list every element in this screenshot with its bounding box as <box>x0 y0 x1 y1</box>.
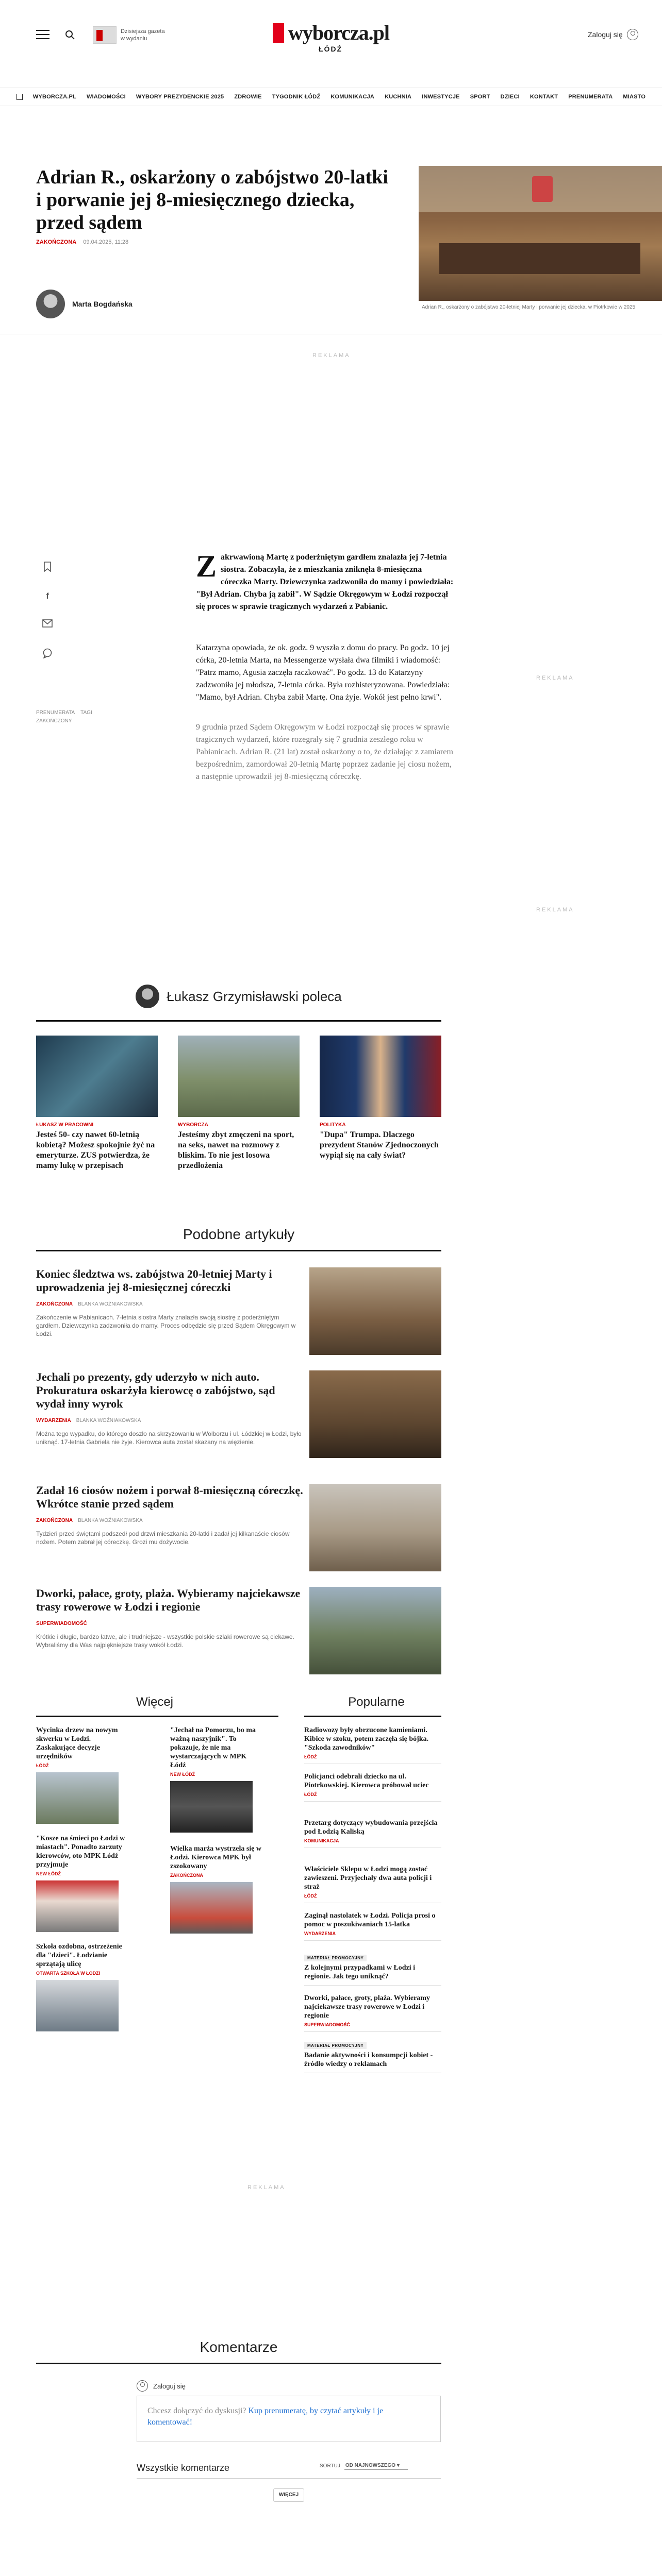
divider <box>304 1716 441 1717</box>
popular-title: Dworki, pałace, groty, plaża. Wybieramy najciekawsze trasy rowerowe w Łodzi i regionie <box>304 1994 430 2020</box>
nav-item[interactable]: PRENUMERATA <box>568 94 613 100</box>
search-icon[interactable] <box>65 30 75 40</box>
similar-title: Jechali po prezenty, gdy uderzyło w nich auto. Prokuratura oskarżyła kierowcę o zabójstwo, sąd wydał inny wyrok <box>36 1370 275 1410</box>
editor-avatar <box>136 985 159 1008</box>
similar-image <box>309 1484 441 1571</box>
card-title: Jesteś 50- czy nawet 60-letnią kobietą? Możesz spokojnie żyć na emeryturze. ZUS potwierdza, że mamy lukę w przepisach <box>36 1130 155 1170</box>
ad-label: REKLAMA <box>247 2184 286 2191</box>
similar-title: Zadał 16 ciosów nożem i porwał 8-miesięczną córeczkę. Wkrótce stanie przed sądem <box>36 1484 303 1510</box>
bookmark-icon[interactable] <box>41 562 54 574</box>
similar-meta: ZAKOŃCZONA BLANKA WOŹNIAKOWSKA <box>36 1518 143 1523</box>
similar-article[interactable] <box>36 1267 441 1338</box>
hamburger-menu-icon[interactable] <box>36 30 49 39</box>
popular-title: Zaginął nastolatek w Łodzi. Policja prosi o pomoc w poszukiwaniach 15-latka <box>304 1912 436 1928</box>
card-image <box>178 1036 300 1117</box>
login-link[interactable] <box>588 29 638 40</box>
popular-section: ŁÓDŹ <box>304 1792 317 1797</box>
popular-title: Policjanci odebrali dziecko na ul. Piotrkowskiej. Kierowca próbował uciec <box>304 1773 429 1789</box>
divider <box>36 1020 441 1022</box>
recommend-title: Łukasz Grzymisławski poleca <box>167 988 342 1004</box>
nav-item[interactable]: MIASTO <box>623 94 646 100</box>
divider <box>137 2478 441 2479</box>
ad-label: REKLAMA <box>536 907 574 913</box>
more-section: ŁÓDŹ <box>36 1763 49 1768</box>
similar-meta: ZAKOŃCZONA BLANKA WOŹNIAKOWSKA <box>36 1301 143 1307</box>
popular-title: Radiowozy były obrzucone kamieniami. Kibice w szoku, potem zaczęła się bójka. "Szkoda zawodników" <box>304 1726 429 1752</box>
similar-image <box>309 1370 441 1458</box>
nav-item[interactable]: KUCHNIA <box>385 94 412 100</box>
article-hero-image[interactable] <box>419 166 662 301</box>
paywall-fade <box>191 788 459 845</box>
share-toolbar <box>41 562 62 677</box>
more-title: "Kosze na śmieci po Łodzi w miastach". Ponadto zarzuty kierowców, oto MPK Łódź przyjmuje <box>36 1835 125 1869</box>
more-article[interactable] <box>170 1844 263 1934</box>
more-article[interactable] <box>36 1834 129 1932</box>
similar-article[interactable] <box>36 1484 441 1546</box>
user-icon <box>627 29 638 40</box>
logo-wordmark: wyborcza.pl <box>288 21 390 44</box>
card-image <box>320 1036 441 1117</box>
popular-title: Z kolejnymi przypadkami w Łodzi i regionie. Jak tego uniknąć? <box>304 1964 416 1980</box>
more-title: Szkoła ozdobna, ostrzeżenie dla "dzieci". Łodzianie sprzątają ulicę <box>36 1943 122 1968</box>
more-section: ZAKOŃCZONA <box>170 1873 203 1878</box>
similar-desc: Tydzień przed świętami podszedł pod drzwi mieszkania 20-latki i zadał jej kilkanaście ciosów nożem. Potem zabrał jej córeczkę. Grozi mu dożywocie. <box>36 1530 290 1546</box>
nav-item[interactable]: ZDROWIE <box>234 94 262 100</box>
popular-section: ŁÓDŹ <box>304 1893 317 1899</box>
logo-city: ŁÓDŹ <box>319 45 343 53</box>
similar-heading: Podobne artykuły <box>183 1226 295 1242</box>
similar-title: Koniec śledztwa ws. zabójstwa 20-letniej Marty i uprowadzenia jej 8-miesięcznej córeczki <box>36 1267 272 1294</box>
ad-label: REKLAMA <box>312 352 351 359</box>
popular-item[interactable] <box>304 1772 441 1802</box>
comment-icon[interactable] <box>41 648 54 660</box>
popular-title: Badanie aktywności i konsumpcji kobiet - źródło wiedzy o reklamach <box>304 2052 433 2068</box>
popular-item[interactable] <box>304 2040 441 2073</box>
divider <box>36 1250 441 1251</box>
similar-desc: Zakończenie w Pabianicach. 7-letnia siostra Marty znalazła swoją siostrę z poderżniętym gardłem. Dziewczynka zadzwoniła do mamy. Proces odbędzie się przed Sądem Okręgowym w Łodzi. <box>36 1314 296 1337</box>
home-icon[interactable] <box>16 94 23 100</box>
card-image <box>36 1036 158 1117</box>
facebook-icon[interactable]: f <box>46 592 49 601</box>
card-section: POLITYKA <box>320 1122 346 1128</box>
similar-image <box>309 1587 441 1674</box>
ad-label: REKLAMA <box>536 675 574 681</box>
article-title: Adrian R., oskarżony o zabójstwo 20-latki i porwanie jej 8-miesięcznego dziecka, przed sądem <box>36 166 388 233</box>
email-icon[interactable] <box>41 619 54 632</box>
recommend-card[interactable] <box>320 1036 441 1161</box>
nav-item[interactable]: TYGODNIK ŁÓDŹ <box>272 94 321 100</box>
article-lead <box>196 551 454 613</box>
popular-section: KOMUNIKACJA <box>304 1838 339 1843</box>
popular-section: SUPERWIADOMOŚĆ <box>304 2022 350 2027</box>
all-comments-label: Wszystkie komentarze <box>137 2463 230 2473</box>
top-header <box>0 0 662 72</box>
section-nav <box>0 88 662 106</box>
more-title: Wycinka drzew na nowym skwerku w Łodzi. Zaskakujące decyzje urzędników <box>36 1726 118 1760</box>
recommend-heading <box>36 984 441 1009</box>
more-image <box>36 1980 119 2031</box>
popular-item[interactable] <box>304 1911 441 1941</box>
promo-text: Dzisiejsza gazeta w wydaniu <box>121 28 165 42</box>
more-article[interactable] <box>36 1726 129 1824</box>
more-title: Wielka marża wystrzela się w Łodzi. Kierowca MPK był zszokowany <box>170 1845 262 1870</box>
nav-item[interactable]: INWESTYCJE <box>422 94 460 100</box>
similar-meta: SUPERWIADOMOŚĆ <box>36 1621 87 1626</box>
promo-tag: MATERIAŁ PROMOCYJNY <box>304 2042 367 2049</box>
more-image <box>36 1880 119 1932</box>
promo-tag: MATERIAŁ PROMOCYJNY <box>304 1955 367 1961</box>
card-title: Jesteśmy zbyt zmęczeni na sport, na seks, nawet na rozmowy z bliskim. To nie jest losowa przedłożenia <box>178 1130 294 1170</box>
article-meta <box>36 239 128 245</box>
popular-item[interactable] <box>304 1994 441 2032</box>
more-heading: Więcej <box>136 1695 173 1709</box>
popular-title: Właściciele Sklepu w Łodzi mogą zostać zawieszeni. Przyjechały dwa auta policji i straż <box>304 1866 432 1891</box>
more-image <box>36 1772 119 1824</box>
more-section: OTWARTA SZKOŁA W ŁODZI <box>36 1971 101 1976</box>
popular-item[interactable] <box>304 1819 441 1848</box>
popular-item[interactable] <box>304 1865 441 1903</box>
comments-heading: Komentarze <box>200 2339 278 2355</box>
popular-section: WYDARZENIA <box>304 1931 336 1936</box>
card-title: "Dupa" Trumpa. Dlaczego prezydent Stanów Zjednoczonych wypiął się na cały świat? <box>320 1130 439 1160</box>
comments-login[interactable] <box>137 2380 186 2392</box>
article-tags-meta <box>36 709 92 725</box>
popular-heading: Popularne <box>348 1695 405 1709</box>
nav-item[interactable]: WYBORCZA.PL <box>32 94 76 100</box>
author-name: Marta Bogdańska <box>72 300 133 308</box>
meta-label[interactable]: ZAKOŃCZONY <box>36 718 72 724</box>
article-section[interactable]: ZAKOŃCZONA <box>36 239 77 245</box>
nav-item[interactable]: WIADOMOŚCI <box>86 94 126 100</box>
similar-article[interactable] <box>36 1587 441 1649</box>
meta-label[interactable]: PRENUMERATA <box>36 710 75 716</box>
newspaper-thumbnail <box>93 26 117 44</box>
lead-text: akrwawioną Martę z poderżniętym gardłem znalazła jej 7-letnia siostra. Zobaczyła, że z mieszkania zniknęła 8-miesięczna córeczka Marty. Dziewczynka zadzwoniła do mamy i powiedziała: "Był Adrian. Chyba ją zabił". W Sądzie Okręgowym w Łodzi rozpoczął się proces w sprawie tragicznych wydarzeń z Pabianic. <box>196 553 454 611</box>
card-section: ŁUKASZ W PRACOWNI <box>36 1122 94 1128</box>
more-section: NEW ŁÓDŹ <box>170 1772 195 1777</box>
comments-login-label: Zaloguj się <box>153 2382 186 2390</box>
author-avatar <box>36 290 65 318</box>
meta-label[interactable]: TAGI <box>80 710 92 716</box>
comment-sort <box>320 2462 408 2470</box>
sort-label: SORTUJ <box>320 2463 340 2469</box>
more-title: "Jechał na Pomorzu, bo ma ważną naszyjnik". To pokazuje, że nie ma wystarczających w MPK Łódź <box>170 1726 256 1769</box>
popular-item[interactable] <box>304 1953 441 1986</box>
user-icon <box>137 2380 148 2392</box>
more-article[interactable] <box>170 1726 263 1833</box>
article-paragraph: Katarzyna opowiada, że ok. godz. 9 wyszła z domu do pracy. Po godz. 10 jej córka, 20-letnia Marta, na Messengerze wysłała dwa filmiki i wiadomość: "Patrz mamo, Agusia zaczęła raczkować". Po godz. 13 do Katarzyny zadzwoniła jej młodsza, 7-letnia córka. Była rozhisteryzowana. Powiedziała: "Mamo, był Adrian. Chyba zabił Martę. Ona żyje. Wokół jest pełno krwi". <box>196 643 450 702</box>
popular-title: Przetarg dotyczący wybudowania przejścia pod Łodzią Kaliską <box>304 1819 438 1836</box>
divider <box>36 2363 441 2364</box>
recommend-card[interactable] <box>178 1036 300 1171</box>
logo-mark-icon <box>273 23 284 43</box>
nav-item[interactable]: KOMUNIKACJA <box>330 94 375 100</box>
sort-select[interactable]: OD NAJNOWSZEGO ▾ <box>344 2462 408 2470</box>
todays-paper-promo[interactable] <box>93 25 196 45</box>
similar-article[interactable] <box>36 1370 441 1446</box>
comment-prompt-box[interactable] <box>137 2396 441 2442</box>
nav-item[interactable]: WYBORY PREZYDENCKIE 2025 <box>136 94 224 100</box>
image-caption: Adrian R., oskarżony o zabójstwo 20-letniej Marty i porwanie jej dziecka, w Piotrkowie w 2025 <box>422 304 636 310</box>
dropcap: Z <box>196 549 217 583</box>
recommend-card[interactable] <box>36 1036 158 1171</box>
login-label: Zaloguj się <box>588 30 623 39</box>
card-section: WYBORCZA <box>178 1122 208 1128</box>
divider <box>36 1716 278 1717</box>
nav-item[interactable]: KONTAKT <box>529 94 558 100</box>
similar-desc: Można tego wypadku, do którego doszło na skrzyżowaniu w Wolborzu i ul. Łódzkiej w Łodzi, było uniknąć. 17-letnia Gabriela nie żyje. Kierowca auta został skazany na więzienie. <box>36 1430 302 1446</box>
more-image <box>170 1781 253 1833</box>
more-comments-button[interactable]: WIĘCEJ <box>273 2488 304 2502</box>
similar-title: Dworki, pałace, groty, plaża. Wybieramy najciekawsze trasy rowerowe w Łodzi i regionie <box>36 1587 301 1613</box>
more-image <box>170 1882 253 1934</box>
more-section: NEW ŁÓDŹ <box>36 1871 61 1876</box>
comment-prompt: Chcesz dołączyć do dyskusji? <box>147 2406 246 2415</box>
similar-image <box>309 1267 441 1355</box>
article-date: 09.04.2025, 11:28 <box>83 239 129 245</box>
similar-meta: WYDARZENIA BLANKA WOŹNIAKOWSKA <box>36 1418 141 1423</box>
author-byline[interactable] <box>36 290 133 318</box>
popular-item[interactable] <box>304 1726 441 1764</box>
popular-section: ŁÓDŹ <box>304 1754 317 1759</box>
nav-item[interactable]: DZIECI <box>500 94 520 100</box>
more-article[interactable] <box>36 1942 129 2031</box>
chevron-down-icon: ▾ <box>396 2463 400 2468</box>
similar-desc: Krótkie i długie, bardzo łatwe, ale i trudniejsze - wszystkie polskie szlaki rowerowe są ciekawe. Wybraliśmy dla Was najpiękniejsze trasy wokół Łodzi. <box>36 1633 294 1649</box>
site-logo[interactable] <box>258 21 404 62</box>
subscribe-link[interactable]: Kup prenumeratę, by czytać artykuły i je komentować! <box>147 2406 384 2427</box>
nav-item[interactable]: SPORT <box>470 94 490 100</box>
article-paragraph: 9 grudnia przed Sądem Okręgowym w Łodzi rozpoczął się proces w sprawie tragicznych wydarzeń, które rozegrały się 7 grudnia zeszłego roku w Pabianicach. Adrian R. (21 lat) został oskarżony o to, że działając z zamiarem bezpośrednim, zamordował 20-letnią Martę poprzez zadanie jej ciosu nożem, a następnie uprowadził jej 8-miesięczną córeczkę. <box>196 723 453 781</box>
